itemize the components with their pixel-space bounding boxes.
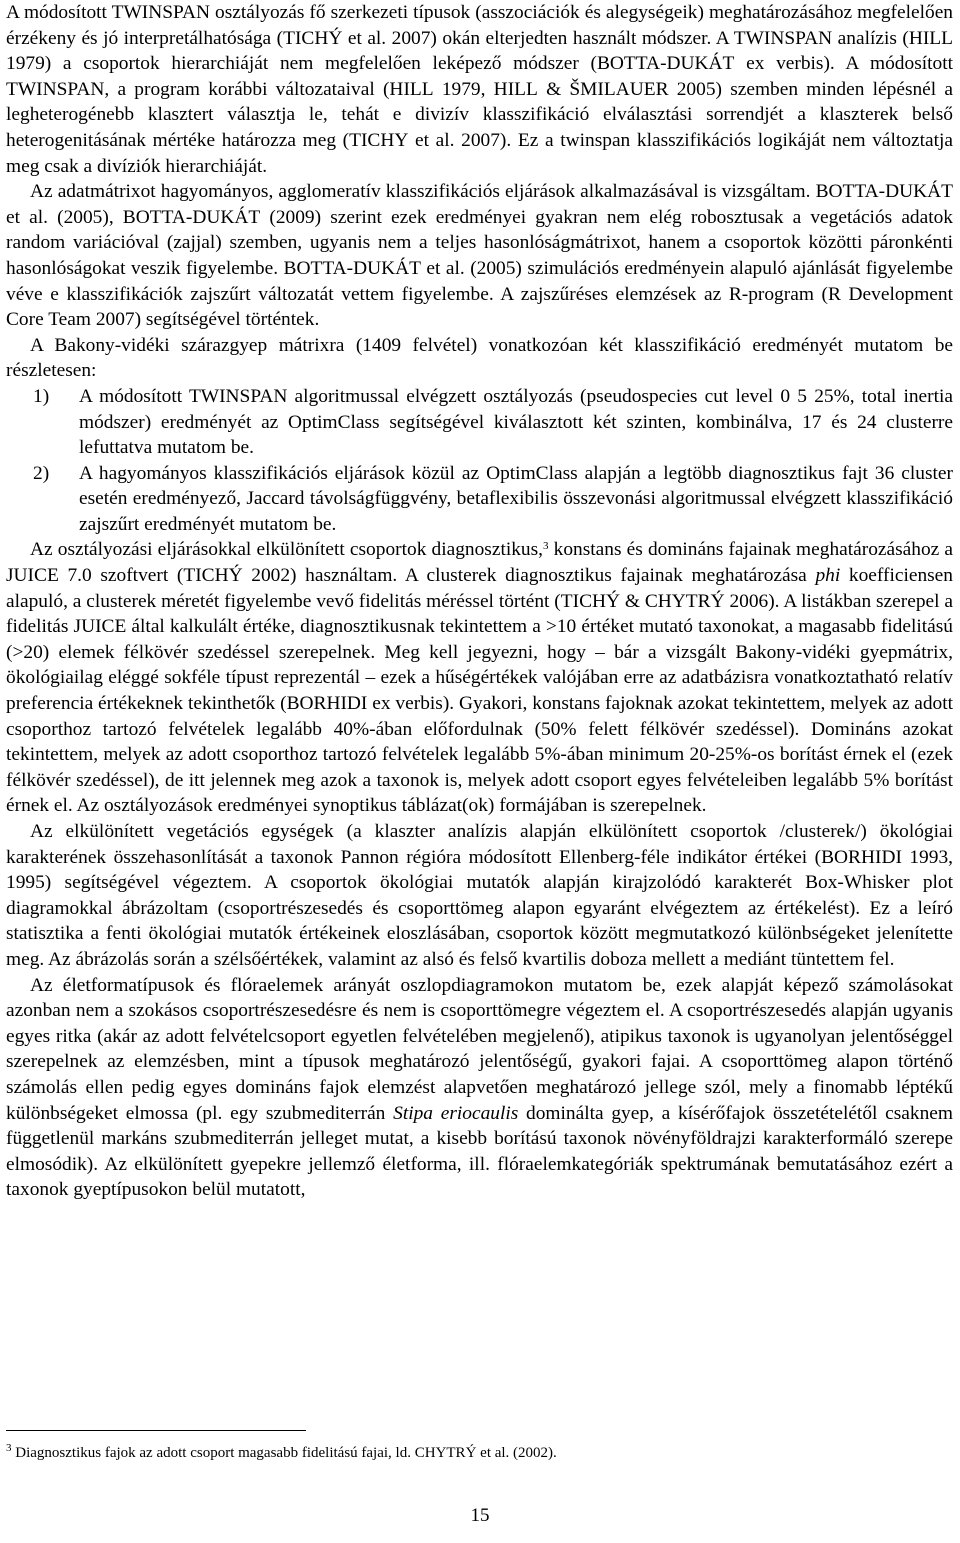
text-run: konstans és domináns fajainak meghatározásához a JUICE 7.0 szoftvert (T — [6, 539, 953, 587]
text-run: et al. (2005), B — [6, 206, 136, 228]
author-name-text: UKÁT — [367, 257, 421, 279]
text-run: -D — [878, 181, 900, 203]
list-item-number: 2) — [33, 462, 50, 484]
text-run: (2009) szerint ezek eredményei gyakran nem elég robosztusak a vegetációs adatok random variációval (zajjal) szemben, ugyanis nem a teljes hasonlóságmátrixot, hanem a csoportok közötti páronkénti hasonlóságokat veszik figyelembe. B — [6, 206, 954, 279]
paragraph-p2 — [6, 179, 953, 333]
author-name-text: ILL — [403, 78, 434, 100]
text-run: 1979) a csoportok hierarchiáját nem megfelelően leképező módszer (B — [6, 53, 610, 75]
text-run: -D — [185, 206, 207, 228]
paragraph-p5 — [6, 819, 953, 973]
footnote-reference: 3 — [543, 540, 549, 553]
author-name-text: UKÁT — [206, 206, 261, 228]
italic-text: Stipa eriocaulis — [393, 1102, 519, 1124]
paragraph-p6 — [6, 973, 953, 1203]
text-run: & Š — [537, 78, 581, 100]
text-run: dominálta gyep, a kísérőfajok összetételétől csaknem függetlenül markáns szubmediterrán jelleget mutat, a kisebb borítású taxonok növényföldrajzi karakterformáló szerepe elmosódik). Az elkülönített gyepekre jellemző életforma, ill. flóraelemkategóriák spektrumának bemutatásához ezért a taxonok gyeptípusokon belül mutatott, — [6, 1102, 953, 1201]
text-run: 2005) szemben minden lépésnél a legheterogénebb klasztert választja le, tehát e divizív klasszifikáció elválasztási sorrendjét a klaszterek belső heterogenitásának mértéke határozza meg (T — [6, 78, 954, 151]
author-name-text: MILAUER — [580, 78, 669, 100]
text-run: -D — [660, 53, 681, 75]
list-item-text: A hagyományos klasszifikációs eljárások közül az OptimClass alapján a legtöbb diagnosztikus fajt 36 cluster esetén eredményező, Jaccard távolságfüggvény, betaflexibilis összevonási algoritmussal elvégzett klasszifikáció zajszűrt eredményét mutatom be. — [79, 462, 953, 535]
author-name-text: HYTRÝ — [424, 1445, 477, 1461]
text-run: Az életformatípusok és flóraelemek arányát oszlopdiagramokon mutatom be, ezek alapját képező számolásokat azonban nem a szokásos csoportrészesedésre és nem is csoporttömegre végeztem el. A csoportrészesedés alapján ugyanis egyes ritka (akár az adott felvételcsoport egyetlen felvételében megjelenő), atipikus taxonok is ugyanolyan jelentőséggel szerepelnek az elemzésben, mint a típusok meghatározó jelentőségű, gyakori fajai. A csoporttömeg alapon történő számolás ellen pedig egyes domináns fajok elemzést alapvetően meghatározó jellege szól, mely a finomabb léptékű különbségeket elmossa (pl. egy szubmediterrán — [6, 974, 953, 1124]
author-name-text: HYTRÝ — [657, 590, 725, 612]
author-name-text: ORHIDI — [299, 693, 368, 715]
author-name-text: ICHÝ — [294, 27, 343, 49]
footnote-rule — [6, 1430, 306, 1431]
body-text-bottom — [6, 537, 953, 1202]
footnote — [6, 1442, 953, 1464]
author-name-text: ICHÝ — [195, 565, 243, 587]
page-number: 15 — [470, 1505, 490, 1526]
list-item-text: A módosított TWINSPAN algoritmussal elvégzett osztályozás (pseudospecies cut level 0 5 25%, total inertia módszer) eredményét az OptimClass segítségével kiválasztott két szinten, kombinálva, 17 és 24 clusterre lefuttatva mutatom be. — [79, 385, 953, 459]
text-run: Diagnosztikus fajok az adott csoport magasabb fidelitású fajai, ld. C — [11, 1445, 425, 1461]
list-item — [6, 384, 953, 461]
text-run: et al. 2007). Ez a twinspan klasszifikációs logikáját nem változtatja meg csak a divíziók hierarchiáját. — [6, 129, 953, 177]
author-name-text: ICHÝ — [572, 590, 621, 612]
text-run: et al. 2007) okán elterjedten használt módszer. A TWINSPAN analízis (H — [342, 27, 923, 49]
text-run: ex verbis). A módosított TWINSPAN, a program korábbi változataival (H — [6, 53, 953, 100]
paragraph-p3 — [6, 333, 953, 384]
text-run: koefficiensen alapuló, a clusterek méretét figyelembe vevő fidelitás méréssel történt (T — [6, 565, 953, 612]
text-run: 2002) használtam. A clusterek diagnosztikus fajainak meghatározása — [242, 565, 816, 587]
author-name-text: OTTA — [296, 257, 347, 279]
document-page — [6, 0, 953, 1203]
author-name-text: ORHIDI — [834, 846, 902, 868]
author-name-text: OTTA — [135, 206, 186, 228]
paragraph-p1 — [6, 0, 953, 179]
list-item — [6, 461, 953, 538]
author-name-text: UKÁT — [680, 53, 735, 75]
footnote-text — [12, 1445, 557, 1461]
text-run: Az adatmátrixot hagyományos, agglomeratív klasszifikációs eljárások alkalmazásával is vizsgáltam. B — [30, 181, 829, 203]
text-run: ex verbis). Gyakori, konstans fajoknak azokat tekintettem, melyek az adott csoporthoz tartozó felvételek legalább 40%-ában előfordulnak (50% felett félkövér szedéssel). Domináns azokat tekintettem, melyek az adott csoporthoz tartozó felvételek legalább 5%-ában minimum 20-25%-os borítást érnek el (ezek félkövér szedéssel), de itt jelennek meg azok a taxonok is, melyek adott csoport egyes felvételeiben legalább 5% borítást érnek el. Az osztályozások eredményei synoptikus táblázat(ok) formájában is szerepelnek. — [6, 693, 953, 817]
text-run: Az elkülönített vegetációs egységek (a klaszter analízis alapján elkülönített csoportok /clusterek/) ökológiai karakterének összehasonlítását a taxonok Pannon régióra módosított Ellenberg-féle indikátor értékei (B — [6, 821, 953, 868]
text-run: A Bakony-vidéki szárazgyep mátrixra (1409 felvétel) vonatkozóan két klasszifikáció eredményét mutatom be részletesen: — [6, 334, 953, 382]
footnote-marker: 3 — [6, 1441, 12, 1454]
text-run: 2006). A listákban szerepel a fidelitás JUICE által kalkulált értéke, diagnosztikusnak tekintettem a >10 értéket mutató taxonokat, a magasabb fidelitású (>20) elemek félkövér szedéssel szerepelnek. Meg kell jegyezni, hogy – bár a vizsgált Bakony-vidéki gyepmátrix, ökológiailag eléggé sokféle típust reprezentál – ezek a hűségértékek valójában erre az adatbázisra vonatkoztatható relatív preferencia értékeknek tekinthetők (B — [6, 590, 953, 715]
author-name-text: ILL — [507, 78, 538, 100]
author-name-text: ILL — [922, 27, 953, 49]
text-run: Az osztályozási eljárásokkal elkülönített csoportok diagnosztikus, — [30, 539, 544, 561]
text-run: et al. (2005) szimulációs eredményein alapuló ajánlását figyelembe véve e klasszifikációk zajszűrt változatát vettem figyelembe. A zajszűréses elemzések az R-program (R Development Core Team 2007) segítségével történtek. — [6, 257, 953, 331]
body-text-top — [6, 0, 953, 384]
paragraph-p4 — [6, 537, 953, 819]
text-run: et al. (2002). — [476, 1445, 557, 1461]
author-name-text: UKÁT — [899, 181, 953, 203]
text-run: & C — [620, 590, 658, 612]
text-run: 1993, 1995) segítségével végeztem. A csoportok ökológiai mutatók alapján kirajzolódó karakterét Box-Whisker plot diagramokkal ábrázoltam (csoportrészesedés és csoporttömeg alapon egyaránt elvégeztem az értékelést). Ez a leíró statisztika a fenti ökológiai mutatók értékeinek eloszlásában, csoportok között megmutatkozó különbségeket jelenítette meg. Az ábrázolás során a szélsőértékek, valamint az alsó és felső kvartilis doboza mellett a mediánt tüntettem fel. — [6, 846, 953, 970]
text-run: -D — [346, 257, 368, 279]
text-run: A módosított TWINSPAN osztályozás fő szerkezeti típusok (asszociációk és alegységeik) meghatározásához megfelelően érzékeny és jó interpretálhatósága (T — [6, 2, 953, 49]
author-name-text: ICHY — [360, 129, 409, 151]
italic-text: phi — [815, 565, 841, 587]
author-name-text: OTTA — [609, 53, 661, 75]
author-name-text: OTTA — [828, 181, 879, 203]
numbered-list — [6, 384, 953, 538]
list-item-number: 1) — [33, 385, 50, 407]
text-run: 1979, H — [433, 78, 508, 100]
